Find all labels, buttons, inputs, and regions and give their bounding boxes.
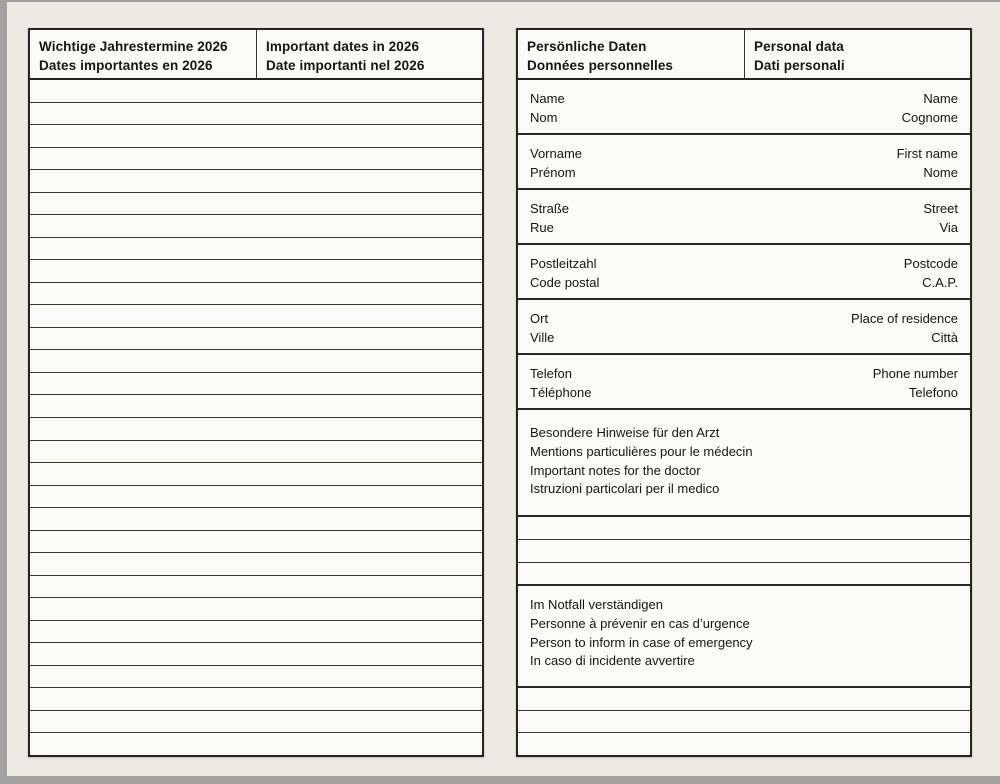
blank-date-row xyxy=(30,260,482,283)
field-label-de: Telefon xyxy=(530,366,572,381)
field-label-de: Postleitzahl xyxy=(530,256,597,271)
emergency-contact-write-row xyxy=(518,688,970,711)
field-label-de: Name xyxy=(530,91,565,106)
doctor-notes-write-row xyxy=(518,563,970,586)
left-page-ruled-rows xyxy=(30,80,482,755)
blank-date-row xyxy=(30,283,482,306)
blank-date-row xyxy=(30,463,482,486)
blank-date-row xyxy=(30,553,482,576)
field-label-en: Name xyxy=(923,91,958,106)
field-label-en-it xyxy=(904,254,958,298)
blank-date-row xyxy=(30,215,482,238)
left-header-title-it: Date importanti nel 2026 xyxy=(266,58,425,73)
blank-date-row xyxy=(30,598,482,621)
field-label-en-it xyxy=(902,89,958,133)
emergency-contact-line: Person to inform in case of emergency xyxy=(530,634,753,650)
right-page-body xyxy=(518,80,970,755)
field-label-fr: Rue xyxy=(530,220,554,235)
field-label-en-it xyxy=(897,144,958,188)
field-label-en: First name xyxy=(896,146,958,161)
left-header-title-fr: Dates importantes en 2026 xyxy=(39,58,213,73)
field-label-de-fr xyxy=(530,309,554,353)
blank-date-row xyxy=(30,733,482,755)
field-label-it: Via xyxy=(939,220,958,235)
field-row-name xyxy=(518,80,970,135)
blank-date-row xyxy=(30,643,482,666)
right-header-cell-de-fr xyxy=(518,30,745,78)
field-label-fr: Nom xyxy=(530,110,558,125)
blank-date-row xyxy=(30,576,482,599)
right-header-title-it: Dati personali xyxy=(754,58,845,73)
left-header-cell-en-it xyxy=(257,30,482,78)
field-label-fr: Téléphone xyxy=(530,385,592,400)
field-label-en: Place of residence xyxy=(851,311,958,326)
blank-date-row xyxy=(30,170,482,193)
field-label-fr: Prénom xyxy=(530,165,576,180)
blank-date-row xyxy=(30,688,482,711)
right-header-title-de: Persönliche Daten xyxy=(527,39,647,54)
emergency-contact-write-row xyxy=(518,733,970,755)
left-page-header xyxy=(30,30,482,80)
blank-date-row xyxy=(30,395,482,418)
blank-date-row xyxy=(30,531,482,554)
field-label-en-it xyxy=(851,309,958,353)
field-label-en: Postcode xyxy=(903,256,958,271)
blank-date-row xyxy=(30,373,482,396)
doctor-notes-block xyxy=(518,410,970,517)
blank-date-row xyxy=(30,486,482,509)
emergency-contact-write-row xyxy=(518,711,970,734)
blank-date-row xyxy=(30,148,482,171)
blank-date-row xyxy=(30,80,482,103)
field-label-it: Nome xyxy=(923,165,958,180)
left-header-title-de: Wichtige Jahrestermine 2026 xyxy=(39,39,228,54)
blank-date-row xyxy=(30,305,482,328)
doctor-notes-write-row xyxy=(518,540,970,563)
blank-date-row xyxy=(30,711,482,734)
field-label-it: Città xyxy=(931,330,958,345)
field-row-postcode xyxy=(518,245,970,300)
field-label-en: Street xyxy=(923,201,958,216)
right-page-personal-data xyxy=(516,28,972,757)
blank-date-row xyxy=(30,418,482,441)
emergency-contact-line: Im Notfall verständigen xyxy=(530,597,663,612)
blank-date-row xyxy=(30,125,482,148)
field-label-it: Telefono xyxy=(908,385,958,400)
doctor-notes-line: Besondere Hinweise für den Arzt xyxy=(530,425,720,440)
field-row-place-of-residence xyxy=(518,300,970,355)
blank-date-row xyxy=(30,621,482,644)
blank-date-row xyxy=(30,350,482,373)
field-label-de: Ort xyxy=(530,311,549,326)
field-label-de-fr xyxy=(530,199,569,243)
doctor-notes-write-row xyxy=(518,517,970,540)
left-page-important-dates xyxy=(28,28,484,757)
field-row-phone-number xyxy=(518,355,970,410)
field-label-de: Vorname xyxy=(530,146,583,161)
right-header-title-en: Personal data xyxy=(754,39,844,54)
field-label-fr: Ville xyxy=(530,330,555,345)
doctor-notes-line: Important notes for the doctor xyxy=(530,462,701,478)
field-label-it: Cognome xyxy=(901,110,958,125)
blank-date-row xyxy=(30,193,482,216)
field-label-de-fr xyxy=(530,254,599,298)
field-label-it: C.A.P. xyxy=(922,275,958,290)
left-header-cell-de-fr xyxy=(30,30,257,78)
field-row-first-name xyxy=(518,135,970,190)
field-label-en: Phone number xyxy=(872,366,958,381)
field-label-de-fr xyxy=(530,144,582,188)
field-label-de-fr xyxy=(530,89,565,133)
blank-date-row xyxy=(30,238,482,261)
emergency-contact-line: In caso di incidente avvertire xyxy=(530,653,695,669)
field-row-street xyxy=(518,190,970,245)
blank-date-row xyxy=(30,103,482,126)
blank-date-row xyxy=(30,328,482,351)
field-label-de: Straße xyxy=(530,201,570,216)
field-label-en-it xyxy=(923,199,958,243)
emergency-contact-line: Personne à prévenir en cas d’urgence xyxy=(530,615,750,631)
left-header-title-en: Important dates in 2026 xyxy=(266,39,420,54)
right-page-header xyxy=(518,30,970,80)
blank-date-row xyxy=(30,666,482,689)
doctor-notes-line: Mentions particulières pour le médecin xyxy=(530,443,753,459)
blank-date-row xyxy=(30,508,482,531)
field-label-fr: Code postal xyxy=(530,275,600,290)
blank-date-row xyxy=(30,441,482,464)
right-header-title-fr: Données personnelles xyxy=(527,58,674,73)
field-label-en-it xyxy=(873,364,958,408)
doctor-notes-line: Istruzioni particolari per il medico xyxy=(530,481,720,497)
right-header-cell-en-it xyxy=(745,30,970,78)
emergency-contact-block xyxy=(518,586,970,688)
field-label-de-fr xyxy=(530,364,591,408)
